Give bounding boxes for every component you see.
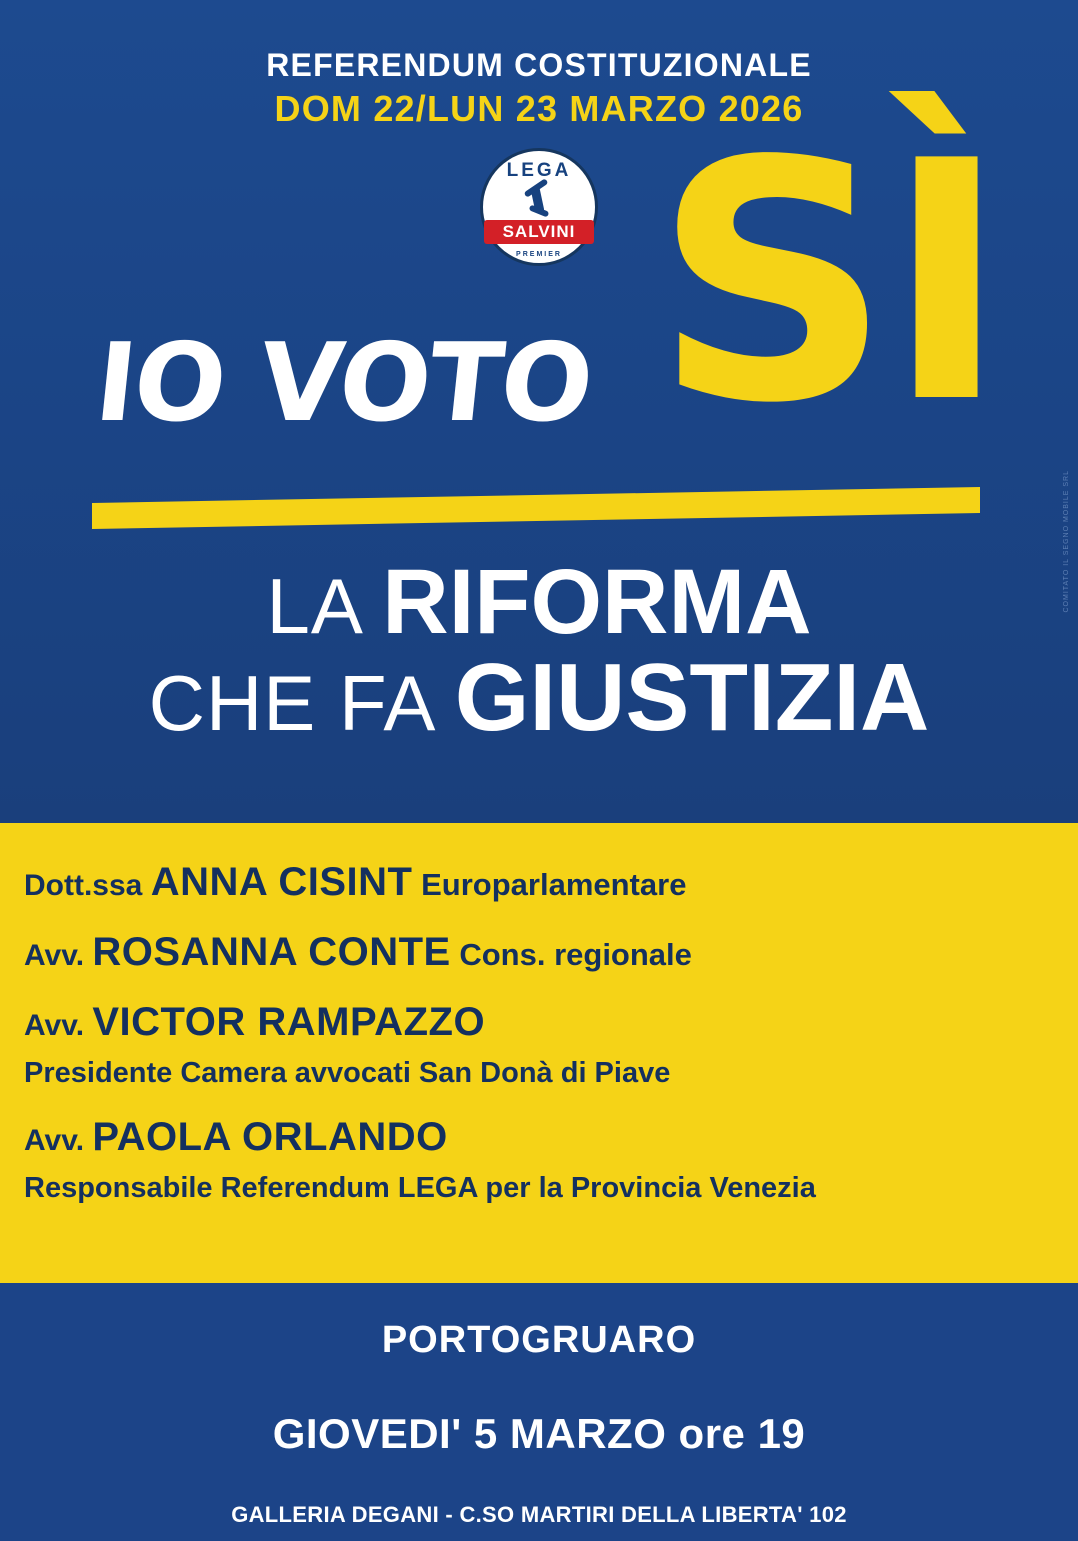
yellow-brush-underline xyxy=(92,487,980,529)
speaker-entry xyxy=(24,1114,1054,1205)
logo-lega-text: LEGA xyxy=(506,160,572,181)
speaker-title-prefix: Avv. xyxy=(24,939,93,972)
speaker-name: VICTOR RAMPAZZO xyxy=(92,1000,486,1044)
event-hour: ore 19 xyxy=(678,1410,806,1457)
lega-logo xyxy=(480,148,598,266)
speaker-name: PAOLA ORLANDO xyxy=(92,1115,448,1160)
speaker-role-inline: Cons. regionale xyxy=(450,937,692,972)
speakers-section xyxy=(0,823,1078,1283)
subheadline-riforma: RIFORMA xyxy=(382,551,812,653)
headline-io-voto: IO VOTO xyxy=(89,321,598,446)
logo-salvini-banner: SALVINI xyxy=(484,220,594,244)
speaker-role-line: Presidente Camera avvocati San Donà di Piave xyxy=(24,1057,671,1089)
event-datetime xyxy=(0,1410,1078,1458)
speaker-title-prefix: Avv. xyxy=(24,1124,93,1158)
speaker-role-line: Responsabile Referendum LEGA per la Provincia Venezia xyxy=(24,1172,816,1205)
logo-premier-text: PREMIER xyxy=(516,251,562,258)
speaker-entry xyxy=(24,999,1054,1090)
referendum-dates: DOM 22/LUN 23 MARZO 2026 xyxy=(274,88,804,130)
event-city: PORTOGRUARO xyxy=(381,1319,697,1361)
subheadline-che-fa: CHE FA xyxy=(148,659,455,747)
event-footer xyxy=(0,1283,1078,1541)
subheadline-line-1 xyxy=(0,551,1078,653)
speaker-name: ROSANNA CONTE xyxy=(92,930,451,974)
subheadline-la: LA xyxy=(266,562,383,650)
speaker-entry xyxy=(24,859,1054,905)
speaker-name: ANNA CISINT xyxy=(150,860,413,904)
speaker-title-prefix: Avv. xyxy=(24,1009,93,1042)
subheadline-giustizia: GIUSTIZIA xyxy=(454,644,930,751)
headline-si: SÌ xyxy=(653,91,1002,475)
referendum-title: REFERENDUM COSTITUZIONALE xyxy=(266,47,812,83)
event-address: GALLERIA DEGANI - C.SO MARTIRI DELLA LIBERTA' 102 xyxy=(231,1502,847,1527)
event-date: GIOVEDI' 5 MARZO xyxy=(272,1410,679,1457)
subheadline-line-2 xyxy=(0,644,1078,751)
speaker-entry xyxy=(24,929,1054,975)
alberto-da-giussano-icon xyxy=(521,182,557,222)
speaker-title-prefix: Dott.ssa xyxy=(24,869,151,902)
speaker-role-inline: Europarlamentare xyxy=(412,867,687,902)
side-credit-text: COMITATO IL SEGNO MOBILE SRL xyxy=(1063,470,1070,613)
